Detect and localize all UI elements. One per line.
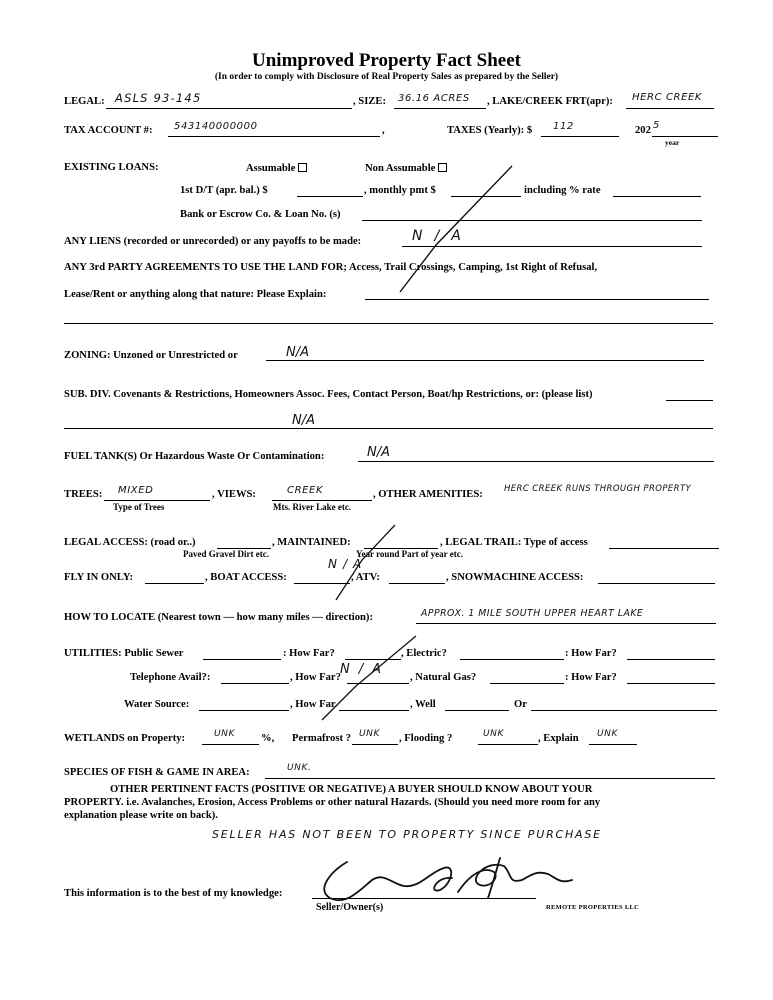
tax-account-label: TAX ACCOUNT #:: [64, 125, 153, 136]
wetlands-pct: %,: [261, 733, 275, 744]
access-strike-line: [336, 525, 395, 600]
legal-access-label: LEGAL ACCESS: (road or..): [64, 537, 196, 548]
liens-label: ANY LIENS (recorded or unrecorded) or any payoffs to be made:: [64, 236, 362, 247]
liens-value[interactable]: N/A: [412, 228, 473, 244]
lake-creek-label: , LAKE/CREEK FRT(apr):: [487, 96, 613, 107]
natural-gas-label: , Natural Gas?: [410, 672, 477, 683]
tax-account-value[interactable]: 543140000000: [174, 121, 258, 132]
agreements-line-2: Lease/Rent or anything along that nature: Please Explain:: [64, 289, 327, 300]
water-source-label: Water Source:: [124, 699, 190, 710]
existing-loans-label: EXISTING LOANS:: [64, 162, 159, 173]
pertinent-line-1: OTHER PERTINENT FACTS (POSITIVE OR NEGATIVE) A BUYER SHOULD KNOW ABOUT YOUR: [110, 784, 593, 795]
taxes-yearly-value[interactable]: 112: [553, 121, 574, 132]
wetlands-value[interactable]: UNK: [214, 729, 236, 739]
page-title: Unimproved Property Fact Sheet: [252, 50, 521, 71]
non-assumable-label: Non Assumable: [365, 163, 436, 174]
telephone-label: Telephone Avail?:: [130, 672, 211, 683]
how-far-gas-label: : How Far?: [565, 672, 617, 683]
zoning-label: ZONING: Unzoned or Unrestricted or: [64, 350, 238, 361]
atv-label: , ATV:: [351, 572, 380, 583]
taxes-yearly-label: TAXES (Yearly): $: [447, 125, 533, 136]
snowmachine-label: , SNOWMACHINE ACCESS:: [446, 572, 584, 583]
size-value[interactable]: 36.16 ACRES: [398, 93, 470, 104]
pertinent-value[interactable]: SELLER HAS NOT BEEN TO PROPERTY SINCE PURCHASE: [212, 828, 602, 841]
trees-label: TREES:: [64, 489, 103, 500]
signature-icon: [324, 858, 572, 900]
utilities-strike-line: [322, 636, 416, 720]
species-value[interactable]: UNK.: [287, 763, 312, 773]
signature-label: This information is to the best of my knowledge:: [64, 888, 283, 899]
views-label: , VIEWS:: [212, 489, 256, 500]
fuel-value[interactable]: N/A: [367, 445, 390, 460]
or-label: Or: [514, 699, 527, 710]
explain-value[interactable]: UNK: [597, 729, 619, 739]
pertinent-line-2: PROPERTY. i.e. Avalanches, Erosion, Access Problems or other natural Hazards. (Should you need more room for any: [64, 797, 601, 808]
size-label: , SIZE:: [353, 96, 386, 107]
amenities-label: , OTHER AMENITIES:: [373, 489, 483, 500]
pertinent-line-3: explanation please write on back).: [64, 810, 218, 821]
amenities-value[interactable]: HERC CREEK RUNS THROUGH PROPERTY: [504, 484, 692, 494]
species-label: SPECIES OF FISH & GAME IN AREA:: [64, 767, 250, 778]
page-subtitle: (In order to comply with Disclosure of Real Property Sales as prepared by the Seller): [214, 72, 559, 82]
first-dt-label: 1st D/T (apr. bal.) $: [180, 185, 268, 196]
fuel-label: FUEL TANK(S) Or Hazardous Waste Or Contamination:: [64, 451, 325, 462]
sewer-label: UTILITIES: Public Sewer: [64, 648, 184, 659]
wetlands-label: WETLANDS on Property:: [64, 733, 186, 744]
flooding-label: , Flooding ?: [399, 733, 453, 744]
monthly-pmt-label: , monthly pmt $: [364, 185, 436, 196]
legal-value[interactable]: ASLS 93-145: [115, 91, 202, 105]
subdiv-label: SUB. DIV. Covenants & Restrictions, Homeowners Assoc. Fees, Contact Person, Boat/hp Restrictions, or: (please list): [64, 389, 593, 400]
including-rate-label: including % rate: [524, 185, 601, 196]
views-caption: Mts. River Lake etc.: [273, 502, 352, 512]
boat-access-label: , BOAT ACCESS:: [205, 572, 287, 583]
loans-strike-line: [400, 166, 512, 292]
signature-caption: Seller/Owner(s): [316, 902, 384, 913]
zoning-value[interactable]: N/A: [286, 345, 309, 360]
how-far-sewer-label: : How Far?: [283, 648, 335, 659]
maintained-label: , MAINTAINED:: [272, 537, 351, 548]
trees-value[interactable]: MIXED: [118, 485, 154, 496]
explain-label: , Explain: [538, 733, 579, 744]
legal-label: LEGAL:: [64, 96, 105, 107]
permafrost-value[interactable]: UNK: [359, 729, 381, 739]
subdiv-value[interactable]: N/A: [292, 413, 315, 428]
trees-caption: Type of Trees: [113, 502, 165, 512]
company-name: REMOTE PROPERTIES LLC: [546, 904, 640, 911]
well-label: , Well: [410, 699, 436, 710]
electric-label: , Electric?: [401, 648, 447, 659]
tax-year-value[interactable]: 5: [653, 120, 660, 131]
tax-account-comma: ,: [382, 125, 385, 136]
locate-value[interactable]: APPROX. 1 MILE SOUTH UPPER HEART LAKE: [421, 608, 644, 619]
access-value[interactable]: N/A: [328, 557, 368, 571]
utilities-value[interactable]: N/A: [340, 662, 390, 677]
paved-caption: Paved Gravel Dirt etc.: [183, 549, 269, 559]
legal-trail-label: , LEGAL TRAIL: Type of access: [440, 537, 588, 548]
lake-creek-value[interactable]: HERC CREEK: [632, 92, 703, 103]
assumable-label: Assumable: [246, 163, 296, 174]
how-far-electric-label: : How Far?: [565, 648, 617, 659]
tax-year-caption: year: [665, 138, 680, 147]
locate-label: HOW TO LOCATE (Nearest town — how many miles — direction):: [64, 612, 373, 623]
how-far-telephone-label: , How Far?: [290, 672, 341, 683]
flooding-value[interactable]: UNK: [483, 729, 505, 739]
agreements-line-1: ANY 3rd PARTY AGREEMENTS TO USE THE LAND FOR; Access, Trail Crossings, Camping, 1st Right of Refusal,: [64, 262, 598, 273]
how-far-water-label: , How Far: [290, 699, 336, 710]
fly-in-label: FLY IN ONLY:: [64, 572, 134, 583]
tax-year-prefix: 202: [635, 125, 651, 136]
year-round-caption: Year round Part of year etc.: [356, 549, 463, 559]
permafrost-label: Permafrost ?: [292, 733, 351, 744]
views-value[interactable]: CREEK: [287, 485, 324, 496]
bank-escrow-label: Bank or Escrow Co. & Loan No. (s): [180, 209, 341, 220]
